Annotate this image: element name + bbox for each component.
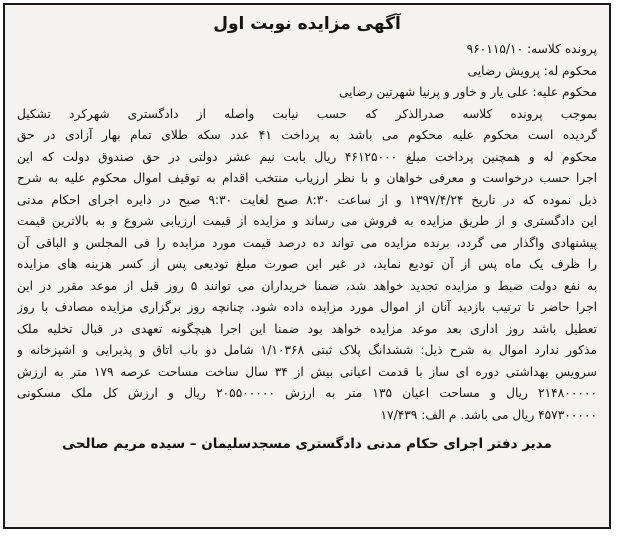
case-number: پرونده کلاسه: ۹۶۰۱۱۵/۱۰ [466, 42, 597, 56]
body-line: را ظرف یک ماه پس از آن تودیع نماید، در غیر این صورت مبلغ تودیعی پس از کسر هزینه های مزایده [17, 257, 597, 271]
body-line: اجرا حاضر تا ترتیب بازدید آنان از اموال مورد مزایده داده شود. چنانچه روز برگزاری مزایده مصادف با روز [17, 300, 597, 314]
body-line: تعطیل باشد روز اداری بعد موعد مزایده خواهد بود ضمنا این اجرا هیچگونه تعهدی در قبال تخلیه ملک [17, 321, 597, 336]
plaintiff-line: محکوم له: پرویش رضایی [467, 63, 597, 78]
body-line: اجرا حسب درخواست و معرفی خواهان و با نظر ارزیاب منتخب اقدام به توقیف اموال محکوم علیه به شرح [17, 171, 597, 185]
body-line: ۲۱۴۸۰۰۰۰۰ ریال و مساحت اعیان ۱۳۵ متر به ارزش ۲۰۵۵۰۰۰۰۰ ریال و ارزش کل ملک مسکونی [17, 386, 597, 400]
body-line: به نفع دولت ضبط و مزایده تجدید خواهد شد، ضمنا خریداران می توانند ۵ روز قبل از موعد مقرر در این [17, 278, 597, 293]
closing-line: ۴۵۷۳۰۰۰۰۰ ریال می باشد. م الف: ۱۷/۴۳۹ [380, 407, 597, 422]
body-line: محکوم له و همچنین پرداخت مبلغ ۴۶۱۲۵۰۰۰ ریال بابت نیم عشر دولتی در حق صندوق دولت که این [17, 149, 597, 164]
signature-line: مدیر دفتر اجرای حکام مدنی دادگستری مسجدسلیمان – سیده مریم صالحی [62, 436, 552, 452]
defendants-line: محکوم علیه: علی یار و خاور و پرنیا شهرتین رضایی [338, 85, 597, 99]
body-line: مذکور ندارد اموال به شرح ذیل: ششدانگ پلاک ثبتی ۱/۱۰۳۶۸ شامل دو باب اتاق و پذیرایی و اشپزخانه و [17, 343, 597, 357]
body-line: سرویس بهداشتی دوره ای ساز با قدمت اعیانی بیش از ۳۴ سال ساخت مساحت عرصه ۱۷۹ متر به ارزش [17, 364, 597, 379]
body-line: ذیل نموده که در تاریخ ۱۳۹۷/۴/۲۴ و از ساعت ۸:۳۰ صبح لغایت ۹:۳۰ صبح در دایره اجرای احکام مدنی [17, 192, 597, 207]
body-line: این دادگستری و از طریق مزایده به فروش می رساند و مزایده از قیمت ارزیابی شروع و به بالاترین قیمت [17, 214, 597, 228]
notice-clipping [3, 3, 611, 529]
body-line: پیشنهادی واگذار می گردد، برنده مزایده می تواند ده درصد قیمت مورد مزایده را فی المجلس و الباقی آن [17, 235, 597, 250]
body-line: بموجب پرونده کلاسه صدرالذکر که حسب نیابت واصله از دادگستری شهرکرد تشکیل [17, 106, 597, 121]
notice-title: آگهی مزایده نوبت اول [213, 14, 401, 34]
body-line: گردیده است محکوم علیه محکوم می باشد به پرداخت ۴۱ عدد سکه طلای تمام بهار آزادی در حق [17, 128, 597, 142]
